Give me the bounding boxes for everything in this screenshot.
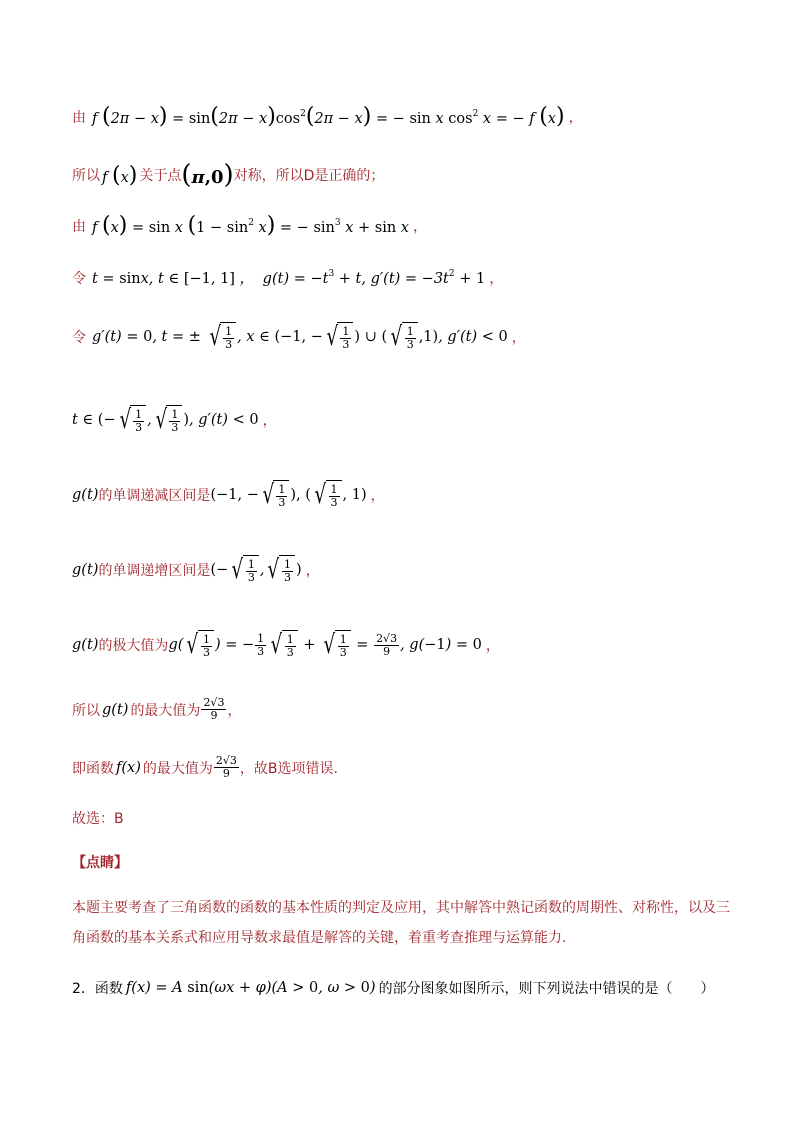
answer-line [72, 808, 124, 828]
derivation-line-7 [72, 480, 385, 510]
text-suffix: ， [227, 702, 242, 719]
text-suffix: ， [262, 413, 277, 429]
derivation-line-10 [72, 697, 241, 722]
question-text: 的部分图象如图所示，则下列说法中错误的是（ ） [378, 981, 715, 997]
derivation-line-8 [72, 555, 320, 585]
text-suffix: ， [489, 270, 504, 287]
text-b: 的最大值为 [130, 702, 201, 719]
derivation-line-6 [72, 405, 277, 435]
text-prefix: 令 [72, 270, 86, 287]
text-prefix: 令 [72, 330, 86, 346]
text-suffix: ， [485, 638, 500, 654]
section-heading [72, 852, 128, 872]
math-expression: f (x) = sin x $(1 - \sin^2 x)$ = − $\sin^3 x + \sin x$ [92, 213, 409, 238]
derivation-line-1 [72, 104, 583, 129]
answer-text: 故选：B [72, 811, 124, 827]
math-gt: g(t) [102, 701, 129, 718]
text-body: 的单调递减区间是 [98, 488, 211, 504]
text-c: ，故B选项错误. [239, 760, 338, 777]
derivation-line-4 [72, 267, 503, 288]
math-fx: f(x) [116, 759, 141, 776]
text-suffix: ， [370, 488, 385, 504]
text-b: 关于点 [139, 168, 182, 184]
text-a: 所以 [72, 168, 100, 184]
text-a: 即函数 [72, 760, 114, 777]
derivation-line-2 [72, 160, 384, 190]
text-body: 的极大值为 [98, 638, 169, 654]
math-gt: g(t) [72, 637, 99, 653]
math-expression: (−1, − √ $\frac{1}{3}$ ), ( √ $\frac{1}{3}$ , 1) [210, 480, 367, 510]
text-suffix: ， [568, 109, 583, 126]
text-suffix: ， [412, 218, 427, 235]
derivation-line-5 [72, 322, 526, 352]
math-gt: g(t) [72, 562, 99, 578]
text-prefix: 由 [72, 218, 86, 235]
text-a: 所以 [72, 702, 100, 719]
math-expression: g( √ $\frac{1}{3}$ ) = − $\frac{1}{3}$ √ $\frac{1}{3}$ + √ $\frac{1}{3}$ = $\frac{2√3}{9}$ , g(−1) = 0 [168, 630, 482, 660]
text-b: 的最大值为 [142, 760, 213, 777]
question-2 [72, 978, 715, 998]
text-body: 的单调递增区间是 [98, 563, 211, 579]
text-suffix: ， [511, 330, 526, 346]
heading-text: 【点睛】 [72, 855, 128, 871]
math-expression: f $(2\pi - x) = \sin(2\pi - x)\cos^2(2\pi - x)$ = − sin x $\cos^2 x$ = − f (x) [92, 104, 565, 129]
math-expression: t = sinx, t ∈ [−1, 1] ， $g(t) = -t^3 + t$, $g'(t) = -3t^2 + 1$ [92, 269, 486, 287]
math-gt: g(t) [72, 487, 99, 503]
math-expression: f(x) = A sin(ωx + φ)(A > 0, ω > 0) [125, 980, 376, 996]
math-fraction: $\frac{2√3}{9}$ [215, 754, 237, 780]
derivation-line-3 [72, 213, 427, 238]
summary-paragraph: 本题主要考查了三角函数的函数的基本性质的判定及应用，其中解答中熟记函数的周期性、对称性，以及三角函数的基本关系式和应用导数求最值是解答的关键，着重考查推理与运算能力. [72, 900, 730, 946]
text-suffix: ， [305, 563, 320, 579]
derivation-line-11 [72, 755, 338, 780]
math-expression: t ∈ (− √ $\frac{1}{3}$ , √ $\frac{1}{3}$ ), g′(t) < 0 [72, 405, 259, 435]
derivation-line-9 [72, 630, 500, 660]
math-expression: (− √ $\frac{1}{3}$ , √ $\frac{1}{3}$ ) [210, 555, 302, 585]
question-number: 2．函数 [72, 981, 123, 997]
math-point: (π,0) [181, 160, 234, 190]
math-fx: f (x) [102, 162, 138, 188]
text-c: 对称，所以D是正确的； [233, 168, 385, 184]
math-expression: g′(t) = 0, t = ± √ $\frac{1}{3}$ , x ∈ (−1, − √ $\frac{1}{3}$ ) ∪ ( √ $\frac{1}{3}$ ,1), g′(t) < 0 [92, 322, 508, 352]
text-prefix: 由 [72, 109, 86, 126]
math-fraction: $\frac{2√3}{9}$ [203, 696, 225, 722]
